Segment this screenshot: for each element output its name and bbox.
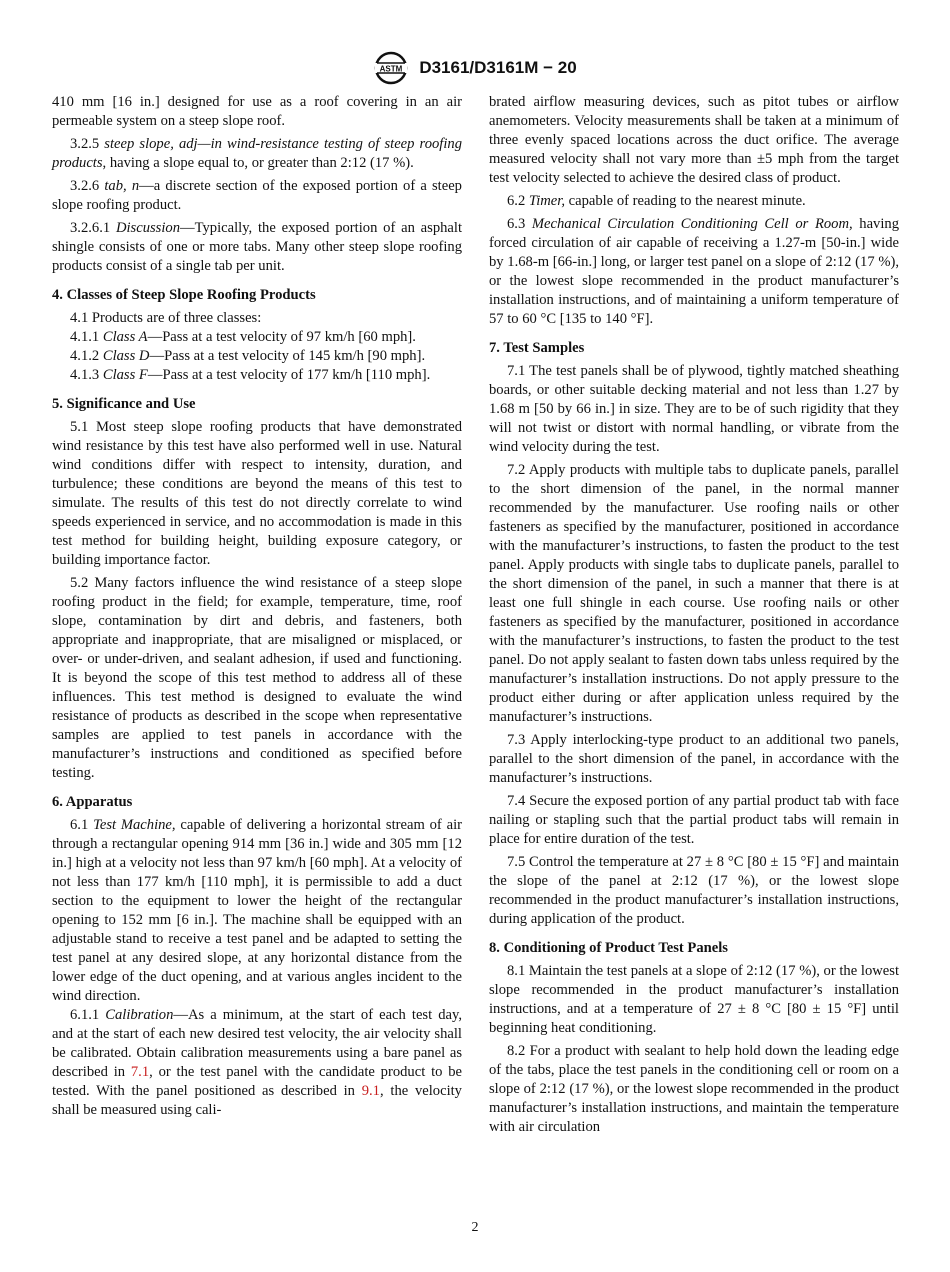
section-heading-8: 8. Conditioning of Product Test Panels bbox=[489, 940, 728, 956]
paragraph-3-2-6-1: 3.2.6.1 Discussion—Typically, the exposed portion of an asphalt shingle consists of one or more tabs. Many other steep slope roofing products consist of a single tab per unit. bbox=[52, 220, 462, 274]
page-header bbox=[0, 50, 950, 86]
paragraph-3-2-5: 3.2.5 steep slope, adj—in wind-resistance testing of steep roofing products, having a slope equal to, or greater than 2:12 (17 %). bbox=[52, 136, 462, 171]
section-link-9-1[interactable]: 9.1 bbox=[361, 1083, 380, 1099]
paragraph-7-1: 7.1 The test panels shall be of plywood, tightly matched sheathing boards, or other suitable decking material and not less than 1.27 by 1.68 m [50 by 66 in.] in size. They are to be of such rigidity that they will not twist or distort with normal handling, or vibrate from the wind velocity during the test. bbox=[489, 363, 899, 455]
section-link-7-1[interactable]: 7.1 bbox=[130, 1064, 150, 1080]
paragraph-8-2: 8.2 For a product with sealant to help hold down the leading edge of the tabs, place the test panels in the conditioning cell or room on a slope of 2:12 (17 %), or the lowest slope recommended in the product manufacturer’s installation instructions, and maintain the temperature with air circulation bbox=[489, 1043, 899, 1135]
paragraph-7-4: 7.4 Secure the exposed portion of any partial product tab with face nailing or stapling such that the partial product tabs will remain in place for entire duration of the test. bbox=[489, 793, 899, 847]
paragraph-4-1-3: 4.1.3 Class F—Pass at a test velocity of 177 km/h [110 mph]. bbox=[70, 367, 431, 383]
paragraph-4-1: 4.1 Products are of three classes: bbox=[70, 310, 262, 326]
paragraph-3-2-6: 3.2.6 tab, n—a discrete section of the exposed portion of a steep slope roofing product. bbox=[52, 178, 462, 213]
paragraph-6-2: 6.2 Timer, capable of reading to the nearest minute. bbox=[507, 193, 806, 209]
paragraph-continuation: brated airflow measuring devices, such as pitot tubes or airflow anemometers. Velocity measurements shall be taken at a minimum of three evenly spaced locations across the duct orifice. The average measured velocity shall not vary more than ±5 mph from the target test velocity selected to achieve the desired class of product. bbox=[489, 94, 899, 186]
paragraph-5-2: 5.2 Many factors influence the wind resistance of a steep slope roofing product in the field; for example, temperature, time, roof slope, contamination by dirt and debris, and fasteners, both appropriate and inappropriate, that are misaligned or misplaced, or over- or under-driven, and sealant adhesion, if used and functioning. It is beyond the scope of this test method to address all of these influences. This test method is designed to evaluate the wind resistance of products as described in the scope when representative samples are applied to test panels in accordance with the manufacturer’s instructions and conditioned as specified before testing. bbox=[52, 575, 462, 781]
paragraph-7-2: 7.2 Apply products with multiple tabs to duplicate panels, parallel to the short dimension of the panel, in the normal manner recommended by the manufacturer. Use roofing nails or other fasteners as specified by the manufacturer, positioned in accordance with the manufacturer’s instructions, to fasten the product to the test panel. Apply products with single tabs to duplicate panels, parallel to the short dimension of the panel, in such a manner that there is at least one full shingle in each course. Use roofing nails or other fasteners as specified by the manufacturer, positioned in accordance with the manufacturer’s instructions, to fasten the product to the test panel. Do not apply sealant to fasten down tabs unless required by the manufacturer’s installation instructions. Do not apply pressure to the product either during or after application unless required by the manufacturer’s instructions. bbox=[489, 462, 899, 725]
paragraph-4-1-2: 4.1.2 Class D—Pass at a test velocity of 145 km/h [90 mph]. bbox=[70, 348, 426, 364]
standard-designation: D3161/D3161M − 20 bbox=[419, 58, 577, 77]
right-column bbox=[489, 93, 899, 1141]
paragraph-7-5: 7.5 Control the temperature at 27 ± 8 °C [80 ± 15 °F] and maintain the slope of the panel at 2:12 (17 %), or the lowest slope recommended in the product manufacturer’s installation instructions, during application of the product. bbox=[489, 854, 899, 927]
section-heading-5: 5. Significance and Use bbox=[52, 396, 196, 412]
paragraph-6-1-1: 6.1.1 Calibration—As a minimum, at the start of each test day, and at the start of each new desired test velocity, the air velocity shall be calibrated. Obtain calibration measurements using a bare panel as described in 7.1, or the test panel with the candidate product to be tested. With the panel positioned as described in 9.1, the velocity shall be measured using cali- bbox=[52, 1007, 462, 1118]
logo-text: ASTM bbox=[379, 64, 403, 74]
paragraph-8-1: 8.1 Maintain the test panels at a slope of 2:12 (17 %), or the lowest slope recommended in the product manufacturer’s installation instructions, and at a temperature of 27 ± 8 °C [80 ± 15 °F] until beginning heat conditioning. bbox=[489, 963, 899, 1036]
paragraph-4-1-1: 4.1.1 Class A—Pass at a test velocity of 97 km/h [60 mph]. bbox=[70, 329, 416, 345]
paragraph-7-3: 7.3 Apply interlocking-type product to an additional two panels, parallel to the short dimension of the panel, in accordance with the manufacturer’s instructions. bbox=[489, 732, 899, 786]
paragraph-continuation: 410 mm [16 in.] designed for use as a roof covering in an air permeable system on a steep slope roof. bbox=[52, 94, 462, 129]
section-heading-4: 4. Classes of Steep Slope Roofing Products bbox=[52, 287, 316, 303]
astm-logo-icon bbox=[373, 50, 409, 86]
paragraph-6-1: 6.1 Test Machine, capable of delivering a horizontal stream of air through a rectangular opening 914 mm [36 in.] wide and 305 mm [12 in.] high at a velocity not less than 97 km/h [60 mph]. At a velocity of not less than 177 km/h [110 mph], it is permissible to add a duct section to the equipment to lower the height of the rectangular opening to 152 mm [6 in.]. The machine shall be equipped with an adjustable stand to receive a test panel and be adapted to setting the test panel at any desired slope, at any horizontal distance from the lower edge of the duct opening, and at various angles incident to the wind direction. bbox=[52, 817, 462, 1004]
paragraph-5-1: 5.1 Most steep slope roofing products that have demonstrated wind resistance by this test have also performed well in use. Natural wind conditions differ with respect to intensity, duration, and turbulence; these conditions are beyond the means of this test to simulate. The results of this test do not directly correlate to wind speeds experienced in service, and no accommodation is made in this test method for building height, building exposure category, or building importance factor. bbox=[52, 419, 462, 568]
page-number: 2 bbox=[471, 1220, 479, 1235]
paragraph-6-3: 6.3 Mechanical Circulation Conditioning Cell or Room, having forced circulation of air capable of receiving a 1.27-m [50-in.] wide by 1.68-m [66-in.] long, or larger test panel on a slope of 2:12 (17 %), or the lowest slope recommended in the product manufacturer’s installation instructions, and of maintaining a uniform temperature of 57 to 60 °C [135 to 140 °F]. bbox=[489, 216, 899, 327]
section-heading-6: 6. Apparatus bbox=[52, 794, 133, 810]
left-column bbox=[52, 93, 462, 1124]
section-heading-7: 7. Test Samples bbox=[489, 340, 585, 356]
